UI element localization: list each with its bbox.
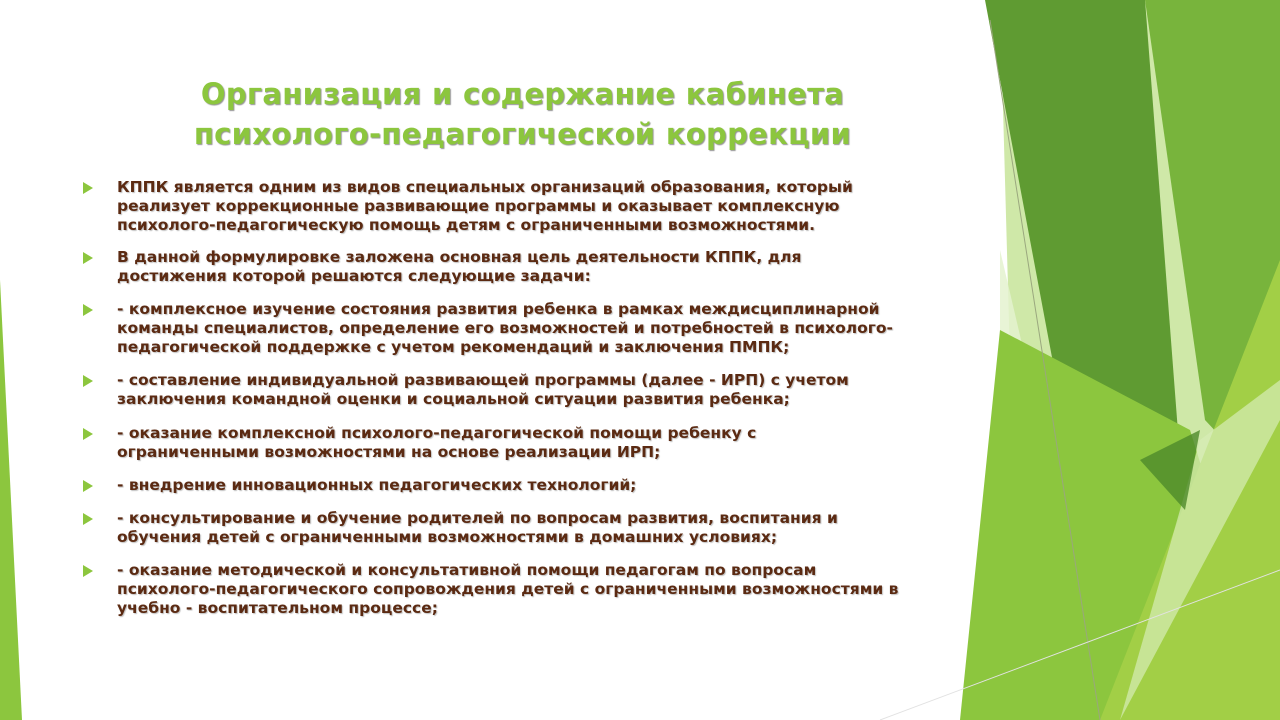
title-line-1: Организация и содержание кабинета [200, 77, 845, 111]
bullet-item [80, 178, 980, 235]
triangle-bullet-icon [83, 428, 93, 440]
title-line-2: психолого-педагогической коррекции [193, 117, 852, 151]
bullet-text: КППК является одним из видов специальных организаций образования, который реализует коррекционные развивающие программы и оказывает комплексную психолого-педагогическую помощь детям с ограниченными возможностями. [117, 178, 853, 234]
bullet-text: В данной формулировке заложена основная цель деятельности КППК, для достижения которой решаются следующие задачи: [117, 248, 802, 285]
bullet-item [80, 248, 980, 286]
triangle-bullet-icon [83, 375, 93, 387]
triangle-bullet-icon [83, 304, 93, 316]
bullet-text: - оказание комплексной психолого-педагогической помощи ребенку с ограниченными возможностями на основе реализации ИРП; [117, 424, 757, 461]
bullet-text: - комплексное изучение состояния развития ребенка в рамках междисциплинарной команды специалистов, определение его возможностей и потребностей в психолого- педагогической поддержке с учетом рекомендаций и заключения ПМПК; [117, 300, 893, 356]
bullet-text: - консультирование и обучение родителей по вопросам развития, воспитания и обучения детей с ограниченными возможностями в домашних условиях; [117, 509, 838, 546]
bullet-item [80, 300, 980, 357]
bullet-text: - внедрение инновационных педагогических технологий; [117, 476, 637, 494]
triangle-bullet-icon [83, 182, 93, 194]
triangle-bullet-icon [83, 252, 93, 264]
bullet-item [80, 476, 980, 495]
triangle-bullet-icon [83, 513, 93, 525]
bullet-item [80, 509, 980, 547]
bullet-item [80, 371, 980, 409]
triangle-bullet-icon [83, 565, 93, 577]
left-green-sliver [0, 280, 22, 720]
bullet-text: - оказание методической и консультативной помощи педагогам по вопросам психолого-педагогического сопровождения детей с ограниченными возможностями в учебно - воспитательном процессе; [117, 561, 899, 617]
triangle-bullet-icon [83, 480, 93, 492]
bullet-item [80, 424, 980, 462]
bullet-item [80, 561, 980, 618]
bullet-text: - составление индивидуальной развивающей программы (далее - ИРП) с учетом заключения командной оценки и социальной ситуации развития ребенка; [117, 371, 849, 408]
slide-title [100, 74, 945, 154]
